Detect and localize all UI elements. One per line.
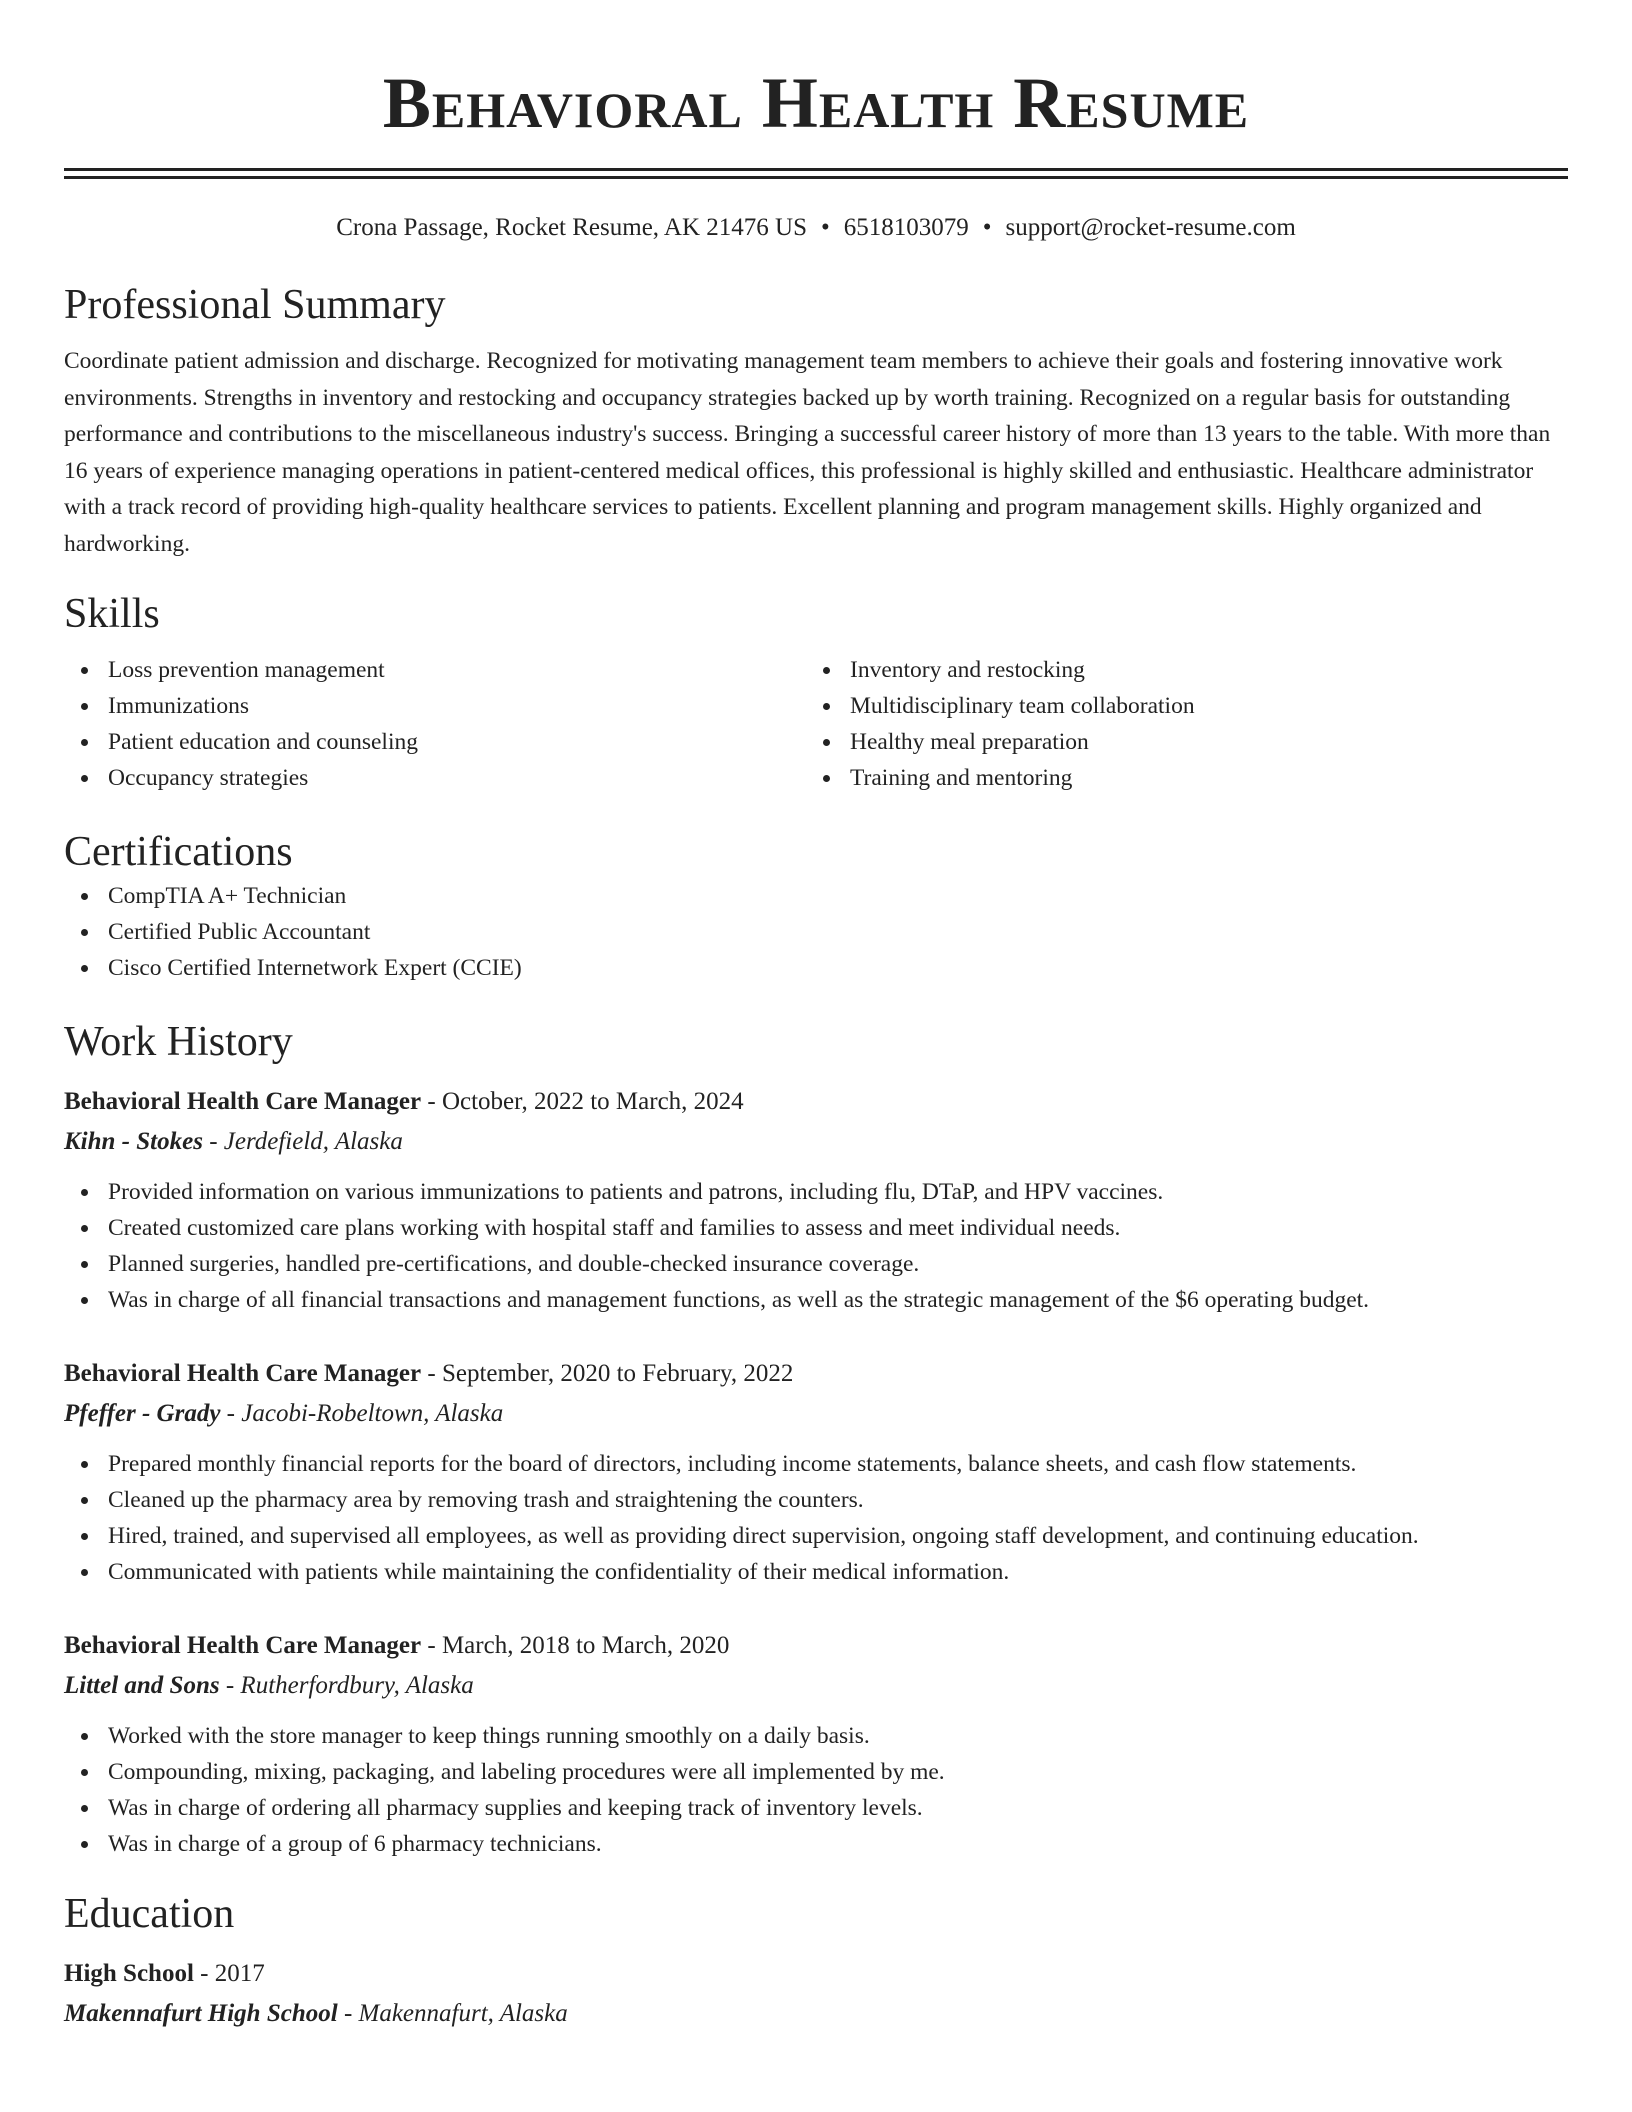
section-heading-work-history: Work History [64, 1019, 293, 1065]
employer-line [64, 1122, 1568, 1162]
job-duty: Provided information on various immunizations to patients and patrons, including flu, DTaP, and HPV vaccines. [64, 1174, 1568, 1210]
certifications-list [64, 878, 1568, 986]
employer-location: - Rutherfordbury, Alaska [219, 1672, 474, 1699]
contact-separator: • [982, 214, 992, 241]
job-entry [64, 1354, 1568, 1590]
job-dates: - March, 2018 to March, 2020 [421, 1632, 730, 1659]
job-duty: Cleaned up the pharmacy area by removing trash and straightening the counters. [64, 1482, 1568, 1518]
job-entry [64, 1082, 1568, 1318]
degree-name: High School [64, 1960, 194, 1987]
summary-text: Coordinate patient admission and discharge. Recognized for motivating management team members to achieve their goals and fostering innovative work environments. Strengths in inventory and restocking and occupancy strategies backed up by worth training. Recognized on a regular basis for outstanding performance and contributions to the miscellaneous industry's success. Bringing a successful career history of more than 13 years to the table. With more than 16 years of experience managing operations in patient-centered medical offices, this professional is highly skilled and enthusiastic. Healthcare administrator with a track record of providing high-quality healthcare services to patients. Excellent planning and program management skills. Highly organized and hardworking. [64, 348, 1551, 557]
job-duty: Was in charge of a group of 6 pharmacy technicians. [64, 1826, 1568, 1862]
degree-line [64, 1954, 1568, 1994]
job-dates: - September, 2020 to February, 2022 [421, 1360, 794, 1387]
employer-location: - Jacobi-Robeltown, Alaska [220, 1400, 504, 1427]
contact-separator: • [820, 214, 830, 241]
job-title-line [64, 1082, 1568, 1122]
skills-column-right [806, 652, 1548, 796]
section-heading-education: Education [64, 1891, 235, 1937]
employer-line [64, 1666, 1568, 1706]
resume-title: Behavioral Health Resume [382, 63, 1250, 143]
skills-column-left [64, 652, 806, 796]
skill-item: Loss prevention management [64, 652, 806, 688]
job-title: Behavioral Health Care Manager [64, 1632, 422, 1659]
skill-item: Healthy meal preparation [806, 724, 1548, 760]
job-duty: Compounding, mixing, packaging, and labeling procedures were all implemented by me. [64, 1754, 1568, 1790]
graduation-year: - 2017 [193, 1960, 265, 1987]
employer-name: Pfeffer - Grady [64, 1400, 221, 1427]
job-duty: Created customized care plans working with hospital staff and families to assess and meet individual needs. [64, 1210, 1568, 1246]
job-duties-list [64, 1174, 1568, 1318]
job-duty: Planned surgeries, handled pre-certifications, and double-checked insurance coverage. [64, 1246, 1568, 1282]
job-title-line [64, 1626, 1568, 1666]
job-duty: Was in charge of all financial transactions and management functions, as well as the strategic management of the $6 operating budget. [64, 1282, 1568, 1318]
skills-list-left [64, 652, 806, 796]
certification-item: Cisco Certified Internetwork Expert (CCIE) [64, 950, 1568, 986]
job-duty: Worked with the store manager to keep things running smoothly on a daily basis. [64, 1718, 1568, 1754]
job-duties-list [64, 1446, 1568, 1590]
contact-line [64, 213, 1568, 243]
school-line [64, 1994, 1568, 2034]
job-title: Behavioral Health Care Manager [64, 1360, 422, 1387]
skill-item: Multidisciplinary team collaboration [806, 688, 1548, 724]
section-heading-certifications: Certifications [64, 829, 293, 875]
employer-location: - Jerdefield, Alaska [202, 1128, 403, 1155]
job-duty: Communicated with patients while maintaining the confidentiality of their medical information. [64, 1554, 1568, 1590]
skill-item: Inventory and restocking [806, 652, 1548, 688]
contact-email: support@rocket-resume.com [1005, 214, 1296, 241]
contact-phone: 6518103079 [843, 214, 969, 241]
job-duty: Hired, trained, and supervised all employees, as well as providing direct supervision, ongoing staff development, and continuing education. [64, 1518, 1568, 1554]
title-double-rule [64, 168, 1568, 179]
employer-name: Kihn - Stokes [64, 1128, 203, 1155]
skills-grid [64, 652, 1568, 796]
employer-line [64, 1394, 1568, 1434]
contact-address: Crona Passage, Rocket Resume, AK 21476 US [336, 214, 807, 241]
certification-item: Certified Public Accountant [64, 914, 1568, 950]
section-heading-summary: Professional Summary [64, 282, 446, 328]
job-duty: Prepared monthly financial reports for the board of directors, including income statements, balance sheets, and cash flow statements. [64, 1446, 1568, 1482]
job-title-line [64, 1354, 1568, 1394]
education-entry [64, 1954, 1568, 2034]
school-name: Makennafurt High School [64, 2000, 338, 2027]
certification-item: CompTIA A+ Technician [64, 878, 1568, 914]
skills-list-right [806, 652, 1548, 796]
employer-name: Littel and Sons [64, 1672, 220, 1699]
job-duty: Was in charge of ordering all pharmacy supplies and keeping track of inventory levels. [64, 1790, 1568, 1826]
job-dates: - October, 2022 to March, 2024 [421, 1088, 744, 1115]
section-heading-skills: Skills [64, 591, 160, 637]
job-title: Behavioral Health Care Manager [64, 1088, 422, 1115]
skill-item: Immunizations [64, 688, 806, 724]
job-duties-list [64, 1718, 1568, 1862]
job-entry [64, 1626, 1568, 1862]
school-location: - Makennafurt, Alaska [337, 2000, 568, 2027]
skill-item: Patient education and counseling [64, 724, 806, 760]
skill-item: Training and mentoring [806, 760, 1548, 796]
skill-item: Occupancy strategies [64, 760, 806, 796]
